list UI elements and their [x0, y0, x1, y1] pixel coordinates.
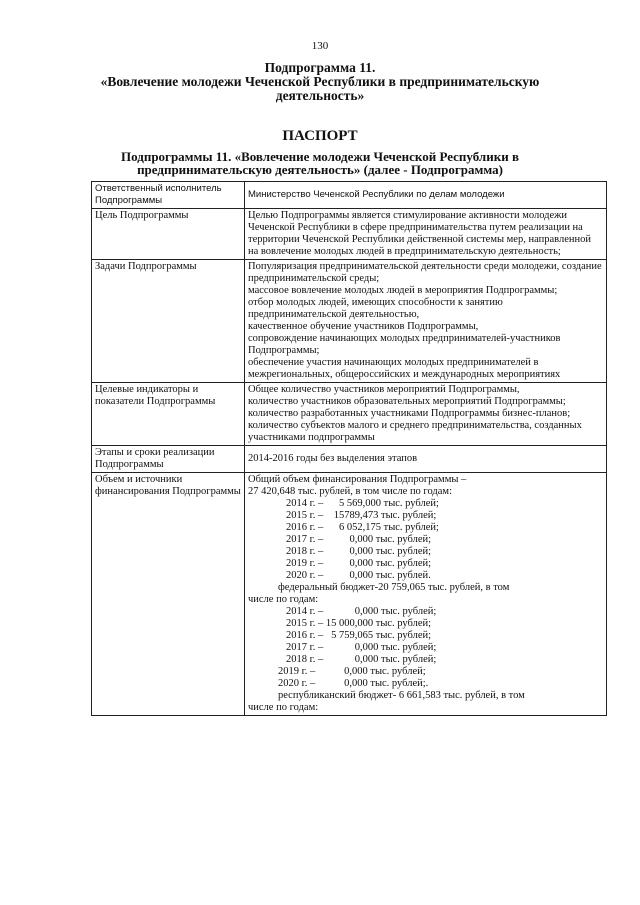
funding-intro: Общий объем финансирования Подпрограммы – [248, 474, 467, 485]
passport-table [91, 181, 607, 716]
indicator-item: Общее количество участников мероприятий Подпрограммы, [248, 384, 520, 395]
table-row [92, 383, 607, 446]
table-row [92, 473, 607, 716]
passport-subtitle: Подпрограммы 11. «Вовлечение молодежи Чеченской Республики в предпринимательскую деятельность» (далее - Подпрограмма) [121, 149, 519, 177]
task-item: качественное обучение участников Подпрограммы, [248, 321, 479, 332]
funding-year-federal: 2019 г. – 0,000 тыс. рублей; [278, 666, 426, 677]
regional-budget-cont: числе по годам: [248, 702, 319, 713]
subprogram-title [60, 61, 580, 103]
table-row [92, 182, 607, 209]
table-row [92, 446, 607, 473]
funding-year-federal: 2014 г. – 0,000 тыс. рублей; [286, 606, 437, 617]
row-label-goal: Цель Подпрограммы [92, 209, 245, 260]
funding-year-total: 2015 г. – 15789,473 тыс. рублей; [286, 510, 437, 521]
row-label-indicators: Целевые индикаторы и показатели Подпрограммы [92, 383, 245, 446]
passport-heading: ПАСПОРТ [282, 128, 358, 144]
funding-year-total: 2019 г. – 0,000 тыс. рублей; [286, 558, 432, 569]
table-row [92, 209, 607, 260]
row-value-funding [245, 473, 607, 716]
funding-year-federal: 2016 г. – 5 759,065 тыс. рублей; [286, 630, 432, 641]
funding-year-total: 2017 г. – 0,000 тыс. рублей; [286, 534, 432, 545]
task-item: обеспечение участия начинающих молодых предпринимателей в межрегиональных, общероссийских и международных мероприятиях [248, 357, 561, 380]
regional-budget: республиканский бюджет- 6 661,583 тыс. рублей, в том [278, 690, 525, 701]
task-item: массовое вовлечение молодых людей в мероприятия Подпрограммы; [248, 285, 558, 296]
row-value-goal: Целью Подпрограммы является стимулирование активности молодежи Чеченской Республики в сфере предпринимательства путем реализации на территории Чеченской Республики действенной системы мер, направленной на вовлечение молодых людей в предпринимательскую деятельность; [245, 209, 607, 260]
row-label-funding: Объем и источники финансирования Подпрограммы [92, 473, 245, 716]
federal-budget: федеральный бюджет-20 759,065 тыс. рублей, в том [278, 582, 510, 593]
indicator-item: количество участников образовательных мероприятий Подпрограммы; [248, 396, 566, 407]
row-label-tasks: Задачи Подпрограммы [92, 260, 245, 383]
row-value-indicators [245, 383, 607, 446]
table-row [92, 260, 607, 383]
funding-year-federal: 2015 г. – 15 000,000 тыс. рублей; [286, 618, 432, 629]
row-value-stages: 2014-2016 годы без выделения этапов [245, 446, 607, 473]
task-item: сопровождение начинающих молодых предпринимателей-участников Подпрограммы; [248, 333, 561, 356]
title-line-2: «Вовлечение молодежи Чеченской Республики в предпринимательскую деятельность» [100, 74, 540, 103]
title-line-1: Подпрограмма 11. [264, 60, 376, 75]
federal-budget-cont: числе по годам: [248, 594, 319, 605]
funding-year-total: 2014 г. – 5 569,000 тыс. рублей; [286, 498, 439, 509]
funding-year-federal: 2018 г. – 0,000 тыс. рублей; [286, 654, 437, 665]
funding-year-total: 2020 г. – 0,000 тыс. рублей. [286, 570, 431, 581]
funding-year-total: 2018 г. – 0,000 тыс. рублей; [286, 546, 432, 557]
row-value-tasks [245, 260, 607, 383]
row-label-stages: Этапы и сроки реализации Подпрограммы [92, 446, 245, 473]
task-item: Популяризация предпринимательской деятельности среди молодежи, создание предпринимательской среды; [248, 261, 602, 284]
funding-year-federal: 2020 г. – 0,000 тыс. рублей;. [278, 678, 429, 689]
funding-year-total: 2016 г. – 6 052,175 тыс. рублей; [286, 522, 439, 533]
page-number: 130 [311, 40, 329, 52]
task-item: отбор молодых людей, имеющих способности к занятию предпринимательской деятельностью, [248, 297, 503, 320]
row-value-executor: Министерство Чеченской Республики по делам молодежи [245, 182, 607, 209]
indicator-item: количество разработанных участниками Подпрограммы бизнес-планов; [248, 408, 571, 419]
indicator-item: количество субъектов малого и среднего предпринимательства, созданных участниками подпрограммы [248, 420, 582, 443]
funding-year-federal: 2017 г. – 0,000 тыс. рублей; [286, 642, 437, 653]
row-label-executor: Ответственный исполнитель Подпрограммы [92, 182, 245, 209]
funding-total: 27 420,648 тыс. рублей, в том числе по годам: [248, 486, 452, 497]
